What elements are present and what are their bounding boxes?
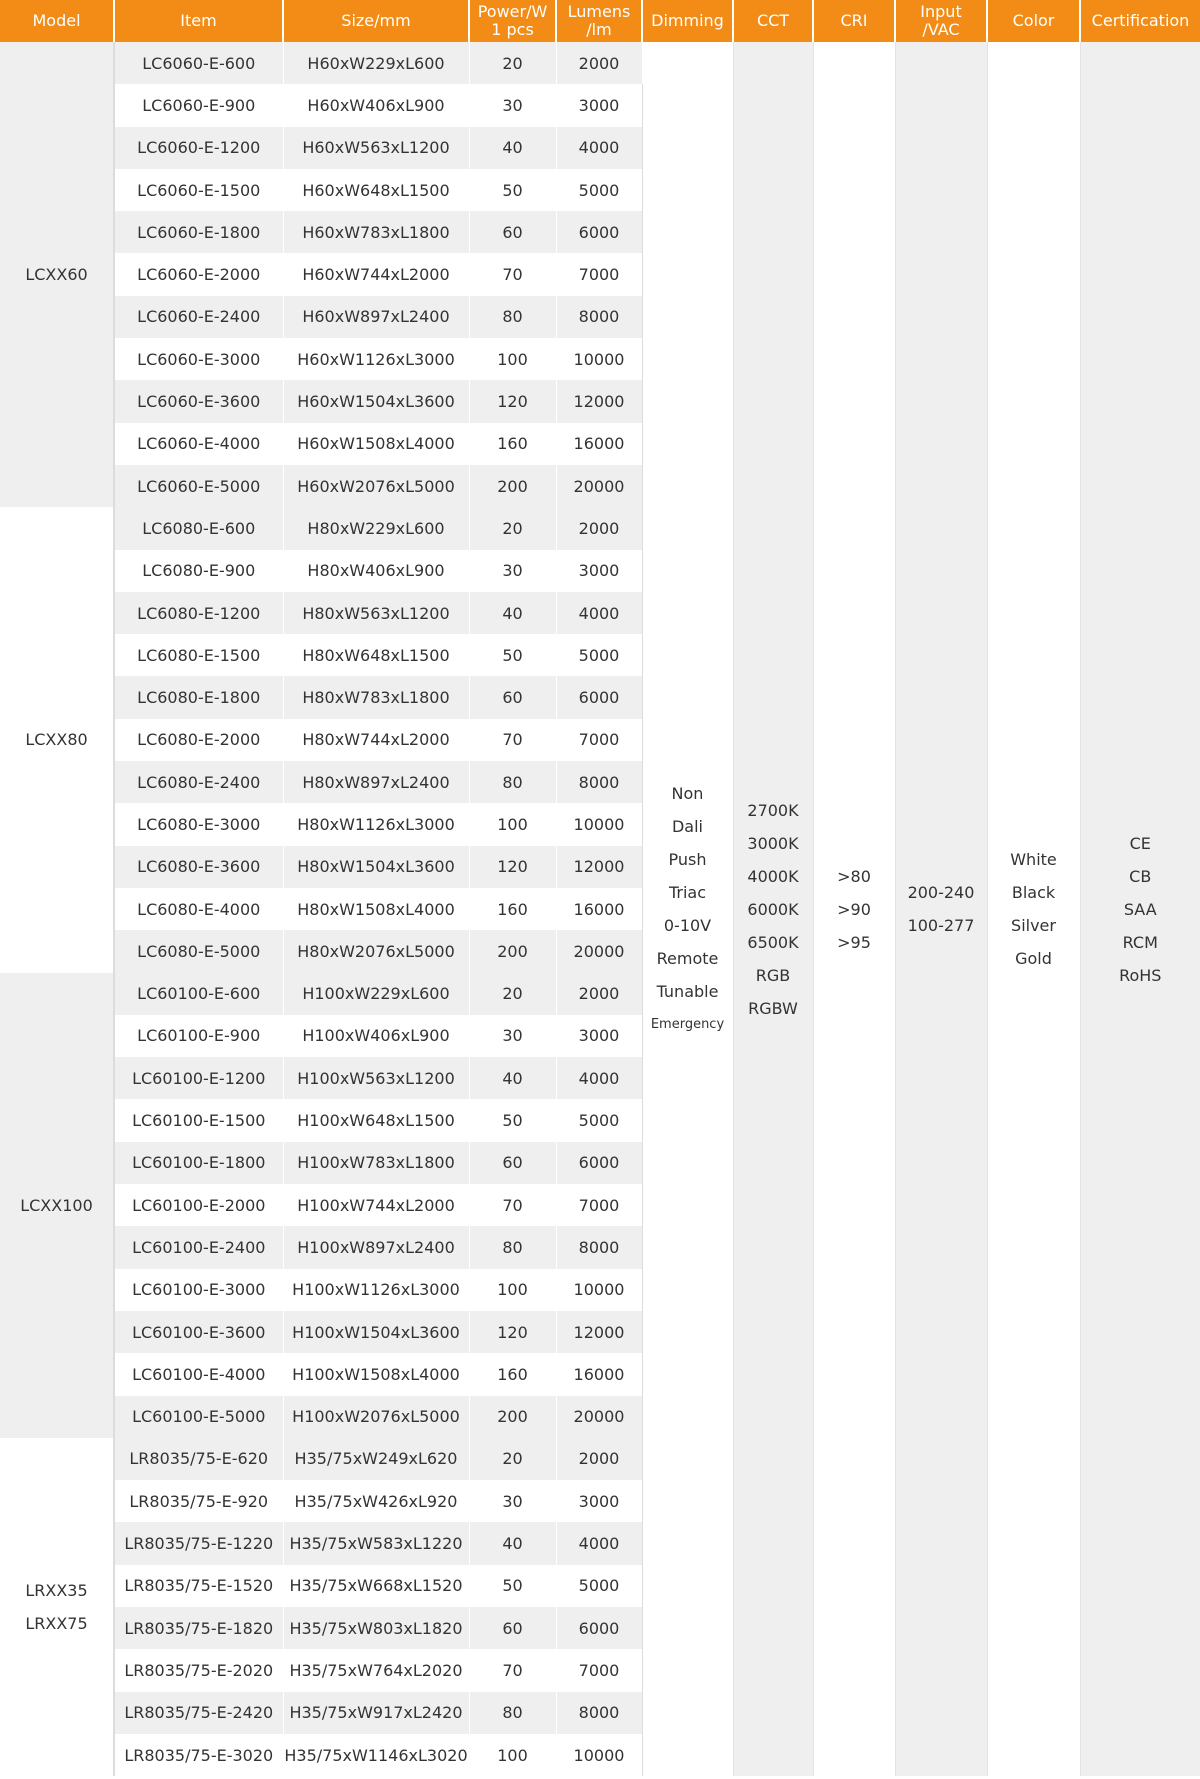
lumens-cell: 10000: [556, 1734, 642, 1776]
lumens-cell: 6000: [556, 211, 642, 253]
input-voltage-options-value: 200-240: [907, 883, 975, 903]
size-cell: H80xW744xL2000: [283, 719, 469, 761]
model-cell: [0, 973, 114, 1438]
header-input: [895, 0, 987, 42]
certification-options-value: CB: [1129, 866, 1152, 886]
power-cell: 50: [469, 1099, 556, 1141]
lumens-cell: 8000: [556, 1692, 642, 1734]
lumens-cell: 5000: [556, 1099, 642, 1141]
cct-options-value: RGB: [755, 965, 791, 985]
item-cell: LR8035/75-E-3020: [114, 1734, 283, 1776]
lumens-cell: 4000: [556, 592, 642, 634]
power-cell: 30: [469, 84, 556, 126]
item-cell: LC6060-E-600: [114, 42, 283, 84]
header-power-line1: Power/W: [477, 2, 548, 21]
lumens-cell: 10000: [556, 338, 642, 380]
lumens-cell: 10000: [556, 803, 642, 845]
input-voltage-options: [895, 42, 987, 1776]
item-cell: LR8035/75-E-1520: [114, 1565, 283, 1607]
header-power-line2: 1 pcs: [491, 20, 534, 39]
item-cell: LC60100-E-2000: [114, 1184, 283, 1226]
size-cell: H35/75xW1146xL3020: [283, 1734, 469, 1776]
lumens-cell: 3000: [556, 550, 642, 592]
model-name: LRXX75: [25, 1613, 88, 1633]
cct-options-value: 6500K: [747, 932, 799, 952]
size-cell: H80xW1504xL3600: [283, 846, 469, 888]
lumens-cell: 2000: [556, 973, 642, 1015]
size-cell: H80xW1508xL4000: [283, 888, 469, 930]
size-cell: H80xW648xL1500: [283, 634, 469, 676]
power-cell: 30: [469, 550, 556, 592]
color-options-value: White: [1010, 850, 1057, 870]
item-cell: LC60100-E-1200: [114, 1057, 283, 1099]
size-cell: H60xW783xL1800: [283, 211, 469, 253]
power-cell: 100: [469, 1734, 556, 1776]
lumens-cell: 20000: [556, 465, 642, 507]
power-cell: 40: [469, 592, 556, 634]
item-cell: LR8035/75-E-2420: [114, 1692, 283, 1734]
item-cell: LC6080-E-2000: [114, 719, 283, 761]
cri-options-value: >80: [837, 866, 871, 886]
certification-options-value: SAA: [1123, 899, 1157, 919]
size-cell: H35/75xW917xL2420: [283, 1692, 469, 1734]
size-cell: H80xW563xL1200: [283, 592, 469, 634]
size-cell: H80xW783xL1800: [283, 676, 469, 718]
model-cell: [0, 42, 114, 507]
dimming-options: [642, 42, 733, 1776]
lumens-cell: 3000: [556, 1480, 642, 1522]
header-item: Item: [114, 0, 283, 42]
certification-options-value: RoHS: [1119, 965, 1162, 985]
size-cell: H35/75xW668xL1520: [283, 1565, 469, 1607]
size-cell: H100xW897xL2400: [283, 1226, 469, 1268]
item-cell: LC60100-E-2400: [114, 1226, 283, 1268]
header-certification: Certification: [1080, 0, 1200, 42]
certification-options-value: RCM: [1122, 932, 1158, 952]
size-cell: H35/75xW249xL620: [283, 1438, 469, 1480]
power-cell: 20: [469, 973, 556, 1015]
lumens-cell: 5000: [556, 1565, 642, 1607]
lumens-cell: 10000: [556, 1269, 642, 1311]
item-cell: LC6080-E-1200: [114, 592, 283, 634]
item-cell: LC6080-E-1500: [114, 634, 283, 676]
lumens-cell: 8000: [556, 761, 642, 803]
power-cell: 160: [469, 888, 556, 930]
item-cell: LC6060-E-5000: [114, 465, 283, 507]
header-lumens-line2: /lm: [586, 20, 612, 39]
power-cell: 70: [469, 1649, 556, 1691]
item-cell: LC6080-E-3000: [114, 803, 283, 845]
dimming-options-value: 0-10V: [663, 916, 712, 936]
header-dimming: Dimming: [642, 0, 733, 42]
header-color: Color: [987, 0, 1080, 42]
power-cell: 160: [469, 1353, 556, 1395]
item-cell: LC60100-E-5000: [114, 1396, 283, 1438]
cct-options-value: 6000K: [747, 899, 799, 919]
lumens-cell: 20000: [556, 930, 642, 972]
lumens-cell: 6000: [556, 1142, 642, 1184]
table-row: [0, 42, 1200, 84]
power-cell: 20: [469, 42, 556, 84]
model-cell: [0, 507, 114, 972]
power-cell: 120: [469, 846, 556, 888]
dimming-options-value: Tunable: [656, 982, 719, 1002]
cri-options-value: >95: [837, 932, 871, 952]
dimming-options-value: Triac: [668, 883, 707, 903]
size-cell: H100xW783xL1800: [283, 1142, 469, 1184]
power-cell: 120: [469, 380, 556, 422]
lumens-cell: 2000: [556, 507, 642, 549]
color-options-value: Silver: [1011, 916, 1056, 936]
lumens-cell: 12000: [556, 1311, 642, 1353]
lumens-cell: 2000: [556, 1438, 642, 1480]
item-cell: LC6080-E-5000: [114, 930, 283, 972]
cct-options-value: 4000K: [747, 866, 799, 886]
size-cell: H60xW2076xL5000: [283, 465, 469, 507]
lumens-cell: 20000: [556, 1396, 642, 1438]
header-lumens-line1: Lumens: [567, 2, 631, 21]
size-cell: H60xW563xL1200: [283, 127, 469, 169]
power-cell: 200: [469, 930, 556, 972]
lumens-cell: 7000: [556, 253, 642, 295]
power-cell: 20: [469, 1438, 556, 1480]
size-cell: H100xW648xL1500: [283, 1099, 469, 1141]
size-cell: H100xW2076xL5000: [283, 1396, 469, 1438]
size-cell: H100xW1504xL3600: [283, 1311, 469, 1353]
lumens-cell: 5000: [556, 169, 642, 211]
header-lumens: [556, 0, 642, 42]
header-size: Size/mm: [283, 0, 469, 42]
cct-options-value: 2700K: [747, 800, 799, 820]
color-options-value: Gold: [1015, 949, 1052, 969]
size-cell: H35/75xW803xL1820: [283, 1607, 469, 1649]
lumens-cell: 8000: [556, 296, 642, 338]
size-cell: H100xW1126xL3000: [283, 1269, 469, 1311]
size-cell: H60xW1508xL4000: [283, 423, 469, 465]
dimming-options-value: Dali: [671, 817, 703, 837]
lumens-cell: 4000: [556, 127, 642, 169]
item-cell: LC6080-E-900: [114, 550, 283, 592]
size-cell: H35/75xW426xL920: [283, 1480, 469, 1522]
item-cell: LC6080-E-1800: [114, 676, 283, 718]
header-cri: CRI: [813, 0, 895, 42]
size-cell: H60xW406xL900: [283, 84, 469, 126]
item-cell: LC6060-E-2400: [114, 296, 283, 338]
item-cell: LR8035/75-E-1820: [114, 1607, 283, 1649]
size-cell: H80xW229xL600: [283, 507, 469, 549]
cct-options-value: 3000K: [747, 833, 799, 853]
item-cell: LC6060-E-900: [114, 84, 283, 126]
dimming-options-value: Non: [671, 784, 704, 804]
item-cell: LC6060-E-4000: [114, 423, 283, 465]
cri-options: [813, 42, 895, 1776]
lumens-cell: 6000: [556, 676, 642, 718]
size-cell: H60xW897xL2400: [283, 296, 469, 338]
item-cell: LC6080-E-3600: [114, 846, 283, 888]
model-cell: [0, 1438, 114, 1776]
color-options-value: Black: [1011, 883, 1056, 903]
size-cell: H100xW229xL600: [283, 973, 469, 1015]
header-input-line2: /VAC: [922, 20, 960, 39]
color-options: [987, 42, 1080, 1776]
power-cell: 80: [469, 1692, 556, 1734]
power-cell: 40: [469, 1522, 556, 1564]
item-cell: LC6060-E-3000: [114, 338, 283, 380]
power-cell: 70: [469, 719, 556, 761]
item-cell: LC60100-E-1500: [114, 1099, 283, 1141]
power-cell: 50: [469, 634, 556, 676]
size-cell: H100xW1508xL4000: [283, 1353, 469, 1395]
size-cell: H60xW229xL600: [283, 42, 469, 84]
power-cell: 70: [469, 1184, 556, 1226]
power-cell: 60: [469, 211, 556, 253]
model-name: LCXX60: [25, 265, 88, 285]
item-cell: LC60100-E-3600: [114, 1311, 283, 1353]
size-cell: H100xW563xL1200: [283, 1057, 469, 1099]
power-cell: 80: [469, 296, 556, 338]
lumens-cell: 12000: [556, 846, 642, 888]
lumens-cell: 3000: [556, 1015, 642, 1057]
power-cell: 60: [469, 676, 556, 718]
lumens-cell: 7000: [556, 719, 642, 761]
lumens-cell: 6000: [556, 1607, 642, 1649]
input-voltage-options-value: 100-277: [907, 916, 975, 936]
power-cell: 40: [469, 1057, 556, 1099]
power-cell: 20: [469, 507, 556, 549]
lumens-cell: 7000: [556, 1649, 642, 1691]
item-cell: LC6060-E-3600: [114, 380, 283, 422]
item-cell: LC6060-E-1500: [114, 169, 283, 211]
header-power: [469, 0, 556, 42]
item-cell: LC6060-E-1800: [114, 211, 283, 253]
power-cell: 60: [469, 1607, 556, 1649]
certification-options: [1080, 42, 1200, 1776]
power-cell: 100: [469, 1269, 556, 1311]
dimming-options-value: Remote: [656, 949, 719, 969]
table-body: [0, 42, 1200, 1776]
item-cell: LC6080-E-4000: [114, 888, 283, 930]
size-cell: H60xW648xL1500: [283, 169, 469, 211]
size-cell: H35/75xW583xL1220: [283, 1522, 469, 1564]
dimming-options-value: Emergency: [650, 1017, 725, 1033]
item-cell: LC6080-E-600: [114, 507, 283, 549]
lumens-cell: 16000: [556, 1353, 642, 1395]
lumens-cell: 7000: [556, 1184, 642, 1226]
item-cell: LC6060-E-1200: [114, 127, 283, 169]
model-name: LRXX35: [25, 1580, 88, 1600]
power-cell: 80: [469, 1226, 556, 1268]
model-name: LCXX80: [25, 730, 88, 750]
power-cell: 30: [469, 1480, 556, 1522]
item-cell: LC6080-E-2400: [114, 761, 283, 803]
size-cell: H35/75xW764xL2020: [283, 1649, 469, 1691]
lumens-cell: 4000: [556, 1522, 642, 1564]
power-cell: 200: [469, 1396, 556, 1438]
model-name: LCXX100: [20, 1195, 93, 1215]
lumens-cell: 8000: [556, 1226, 642, 1268]
header-model: Model: [0, 0, 114, 42]
power-cell: 60: [469, 1142, 556, 1184]
item-cell: LC60100-E-4000: [114, 1353, 283, 1395]
item-cell: LR8035/75-E-620: [114, 1438, 283, 1480]
lumens-cell: 16000: [556, 888, 642, 930]
size-cell: H80xW897xL2400: [283, 761, 469, 803]
item-cell: LC60100-E-3000: [114, 1269, 283, 1311]
size-cell: H100xW406xL900: [283, 1015, 469, 1057]
power-cell: 40: [469, 127, 556, 169]
header-input-line1: Input: [920, 2, 962, 21]
lumens-cell: 12000: [556, 380, 642, 422]
size-cell: H60xW1504xL3600: [283, 380, 469, 422]
power-cell: 50: [469, 169, 556, 211]
size-cell: H80xW1126xL3000: [283, 803, 469, 845]
header-cct: CCT: [733, 0, 813, 42]
power-cell: 160: [469, 423, 556, 465]
cct-options-value: RGBW: [748, 998, 798, 1018]
item-cell: LR8035/75-E-920: [114, 1480, 283, 1522]
lumens-cell: 5000: [556, 634, 642, 676]
lumens-cell: 16000: [556, 423, 642, 465]
item-cell: LR8035/75-E-1220: [114, 1522, 283, 1564]
cct-options: [733, 42, 813, 1776]
size-cell: H60xW744xL2000: [283, 253, 469, 295]
cri-options-value: >90: [837, 899, 871, 919]
certification-options-value: CE: [1129, 833, 1151, 853]
power-cell: 100: [469, 803, 556, 845]
size-cell: H60xW1126xL3000: [283, 338, 469, 380]
header-row: [0, 0, 1200, 42]
lumens-cell: 2000: [556, 42, 642, 84]
item-cell: LC6060-E-2000: [114, 253, 283, 295]
item-cell: LC60100-E-600: [114, 973, 283, 1015]
size-cell: H100xW744xL2000: [283, 1184, 469, 1226]
item-cell: LC60100-E-1800: [114, 1142, 283, 1184]
size-cell: H80xW2076xL5000: [283, 930, 469, 972]
power-cell: 50: [469, 1565, 556, 1607]
power-cell: 100: [469, 338, 556, 380]
item-cell: LR8035/75-E-2020: [114, 1649, 283, 1691]
dimming-options-value: Push: [668, 850, 707, 870]
power-cell: 80: [469, 761, 556, 803]
size-cell: H80xW406xL900: [283, 550, 469, 592]
power-cell: 200: [469, 465, 556, 507]
lumens-cell: 3000: [556, 84, 642, 126]
power-cell: 30: [469, 1015, 556, 1057]
lumens-cell: 4000: [556, 1057, 642, 1099]
power-cell: 70: [469, 253, 556, 295]
item-cell: LC60100-E-900: [114, 1015, 283, 1057]
power-cell: 120: [469, 1311, 556, 1353]
